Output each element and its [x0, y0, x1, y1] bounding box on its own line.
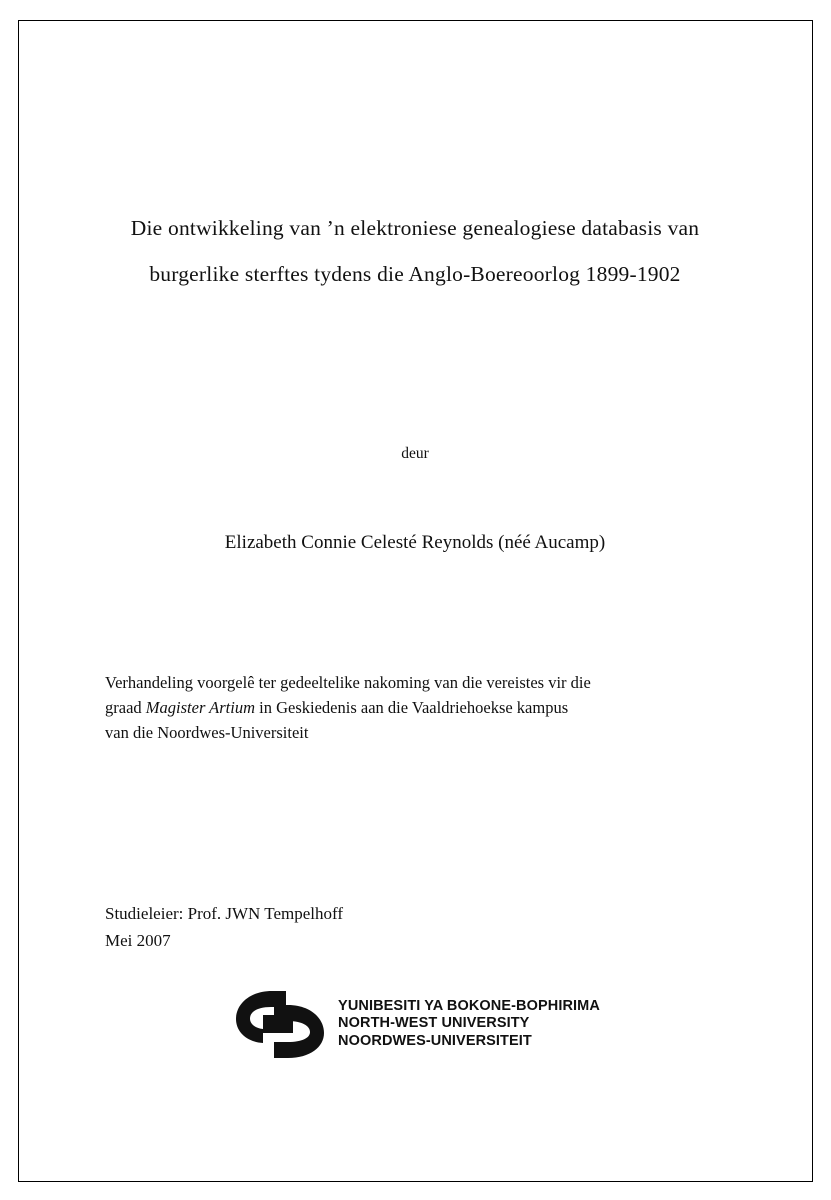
north-west-university-logo-icon	[230, 985, 330, 1063]
thesis-title	[100, 205, 730, 297]
degree-statement-line-2	[105, 695, 727, 720]
title-line-2: burgerlike sterftes tydens die Anglo-Boereoorlog 1899-1902	[149, 262, 681, 286]
university-logo-text	[338, 998, 600, 1051]
degree-statement	[105, 670, 727, 745]
page-content	[100, 20, 730, 1180]
title-line-1: Die ontwikkeling van ’n elektroniese genealogiese databasis van	[130, 216, 700, 240]
author-name: Elizabeth Connie Celesté Reynolds (néé Aucamp)	[224, 532, 606, 553]
logo-text-line-3: NOORDWES-UNIVERSITEIT	[338, 1032, 532, 1049]
supervisor-block	[105, 900, 605, 954]
degree-statement-line-3: van die Noordwes-Universiteit	[105, 723, 309, 742]
supervisor-name: Studieleier: Prof. JWN Tempelhoff	[105, 904, 344, 923]
degree-statement-line-2-prefix: graad	[105, 698, 146, 717]
by-label: deur	[401, 445, 429, 462]
degree-statement-line-2-suffix: in Geskiedenis aan die Vaaldriehoekse kampus	[255, 698, 569, 717]
submission-date: Mei 2007	[105, 931, 171, 950]
degree-name: Magister Artium	[145, 698, 256, 717]
university-logo-block	[100, 985, 730, 1063]
logo-text-line-2: NORTH-WEST UNIVERSITY	[338, 1015, 530, 1032]
logo-text-line-1: YUNIBESITI YA BOKONE-BOPHIRIMA	[338, 997, 600, 1014]
degree-statement-line-1: Verhandeling voorgelê ter gedeeltelike nakoming van die vereistes vir die	[105, 673, 591, 692]
